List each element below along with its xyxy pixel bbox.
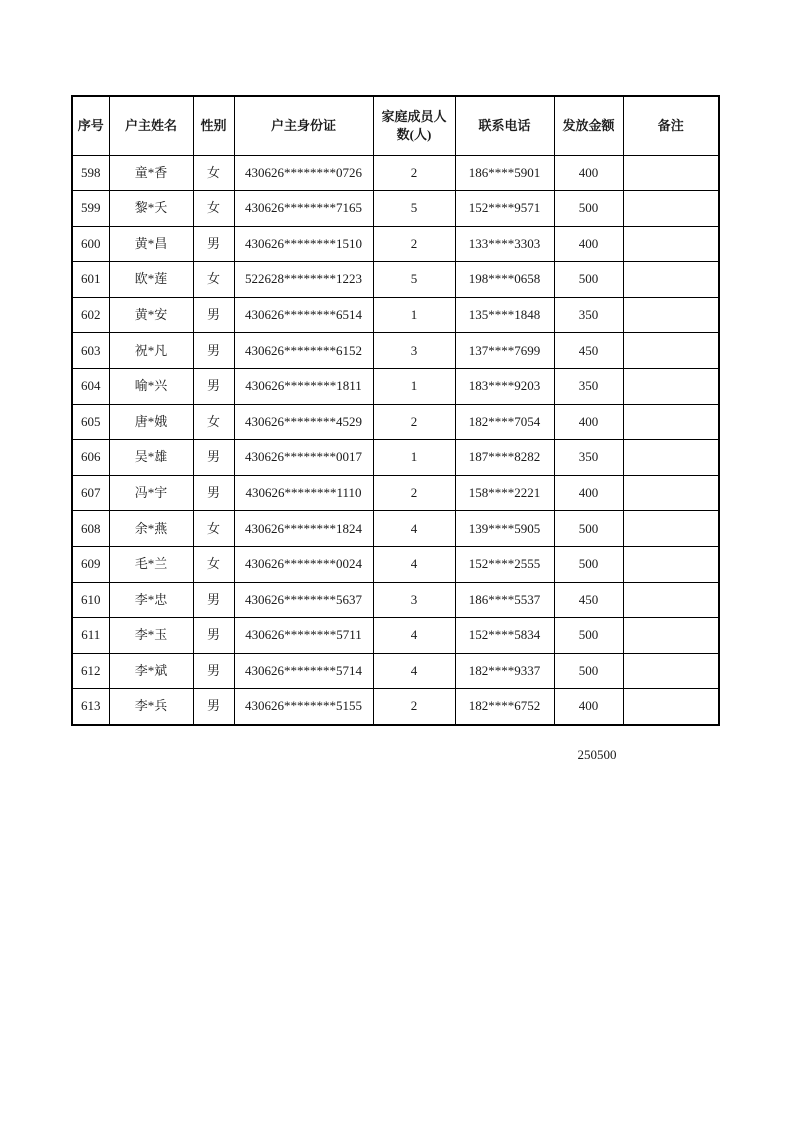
cell-remark (623, 689, 719, 725)
cell-remark (623, 262, 719, 298)
table-row (72, 511, 719, 547)
cell-phone: 186****5537 (455, 582, 554, 618)
cell-gender: 男 (193, 333, 234, 369)
table-row (72, 689, 719, 725)
cell-name: 童*香 (109, 155, 193, 191)
cell-members: 5 (373, 262, 455, 298)
cell-gender: 男 (193, 226, 234, 262)
cell-seq: 604 (72, 369, 109, 405)
cell-name: 吴*雄 (109, 440, 193, 476)
cell-name: 欧*莲 (109, 262, 193, 298)
cell-amount: 400 (554, 155, 623, 191)
cell-id_card: 430626********0017 (234, 440, 373, 476)
cell-name: 李*忠 (109, 582, 193, 618)
cell-amount: 400 (554, 226, 623, 262)
cell-seq: 609 (72, 547, 109, 583)
subsidy-table (71, 95, 720, 726)
column-header-name: 户主姓名 (109, 96, 193, 155)
table-row (72, 369, 719, 405)
cell-id_card: 522628********1223 (234, 262, 373, 298)
table-row (72, 475, 719, 511)
cell-members: 2 (373, 689, 455, 725)
cell-gender: 女 (193, 155, 234, 191)
cell-amount: 450 (554, 333, 623, 369)
cell-amount: 500 (554, 547, 623, 583)
cell-members: 4 (373, 511, 455, 547)
cell-members: 1 (373, 369, 455, 405)
cell-amount: 500 (554, 618, 623, 654)
cell-phone: 182****6752 (455, 689, 554, 725)
cell-gender: 男 (193, 618, 234, 654)
table-row (72, 262, 719, 298)
cell-name: 冯*宇 (109, 475, 193, 511)
cell-phone: 133****3303 (455, 226, 554, 262)
cell-amount: 400 (554, 689, 623, 725)
cell-amount: 500 (554, 191, 623, 227)
cell-remark (623, 618, 719, 654)
cell-seq: 608 (72, 511, 109, 547)
cell-seq: 600 (72, 226, 109, 262)
cell-seq: 601 (72, 262, 109, 298)
cell-phone: 186****5901 (455, 155, 554, 191)
cell-members: 1 (373, 440, 455, 476)
cell-seq: 603 (72, 333, 109, 369)
cell-members: 2 (373, 226, 455, 262)
cell-id_card: 430626********0024 (234, 547, 373, 583)
cell-phone: 139****5905 (455, 511, 554, 547)
cell-phone: 187****8282 (455, 440, 554, 476)
cell-seq: 610 (72, 582, 109, 618)
cell-remark (623, 297, 719, 333)
table-row (72, 297, 719, 333)
cell-id_card: 430626********5637 (234, 582, 373, 618)
cell-remark (623, 511, 719, 547)
cell-gender: 男 (193, 297, 234, 333)
cell-gender: 男 (193, 475, 234, 511)
cell-amount: 500 (554, 653, 623, 689)
cell-seq: 605 (72, 404, 109, 440)
cell-id_card: 430626********6152 (234, 333, 373, 369)
cell-gender: 女 (193, 262, 234, 298)
cell-members: 2 (373, 475, 455, 511)
cell-remark (623, 404, 719, 440)
table-row (72, 226, 719, 262)
table-body (72, 155, 719, 725)
column-header-idcard: 户主身份证 (234, 96, 373, 155)
cell-phone: 182****9337 (455, 653, 554, 689)
cell-amount: 450 (554, 582, 623, 618)
cell-id_card: 430626********1824 (234, 511, 373, 547)
cell-name: 毛*兰 (109, 547, 193, 583)
cell-id_card: 430626********7165 (234, 191, 373, 227)
cell-name: 李*玉 (109, 618, 193, 654)
cell-amount: 500 (554, 511, 623, 547)
table-row (72, 155, 719, 191)
cell-seq: 598 (72, 155, 109, 191)
column-header-amount: 发放金额 (554, 96, 623, 155)
cell-name: 黎*夭 (109, 191, 193, 227)
cell-gender: 女 (193, 404, 234, 440)
cell-id_card: 430626********5714 (234, 653, 373, 689)
cell-gender: 女 (193, 547, 234, 583)
cell-gender: 女 (193, 191, 234, 227)
cell-seq: 612 (72, 653, 109, 689)
table-row (72, 547, 719, 583)
cell-phone: 182****7054 (455, 404, 554, 440)
cell-seq: 602 (72, 297, 109, 333)
cell-gender: 男 (193, 653, 234, 689)
cell-remark (623, 582, 719, 618)
cell-remark (623, 333, 719, 369)
cell-id_card: 430626********4529 (234, 404, 373, 440)
cell-id_card: 430626********5711 (234, 618, 373, 654)
cell-phone: 152****9571 (455, 191, 554, 227)
cell-seq: 599 (72, 191, 109, 227)
cell-name: 黄*昌 (109, 226, 193, 262)
column-header-remark: 备注 (623, 96, 719, 155)
cell-remark (623, 226, 719, 262)
cell-members: 5 (373, 191, 455, 227)
table-row (72, 440, 719, 476)
cell-id_card: 430626********1510 (234, 226, 373, 262)
cell-amount: 350 (554, 369, 623, 405)
cell-name: 李*斌 (109, 653, 193, 689)
table-row (72, 333, 719, 369)
cell-phone: 152****5834 (455, 618, 554, 654)
table-row (72, 618, 719, 654)
cell-remark (623, 369, 719, 405)
column-header-phone: 联系电话 (455, 96, 554, 155)
cell-phone: 137****7699 (455, 333, 554, 369)
table-row (72, 582, 719, 618)
cell-members: 4 (373, 618, 455, 654)
column-header-members: 家庭成员人数(人) (373, 96, 455, 155)
table-row (72, 191, 719, 227)
column-header-seq: 序号 (72, 96, 109, 155)
column-header-gender: 性别 (193, 96, 234, 155)
cell-gender: 女 (193, 511, 234, 547)
total-amount: 250500 (577, 747, 617, 762)
cell-phone: 135****1848 (455, 297, 554, 333)
cell-gender: 男 (193, 689, 234, 725)
cell-members: 4 (373, 653, 455, 689)
cell-gender: 男 (193, 582, 234, 618)
cell-gender: 男 (193, 440, 234, 476)
cell-amount: 500 (554, 262, 623, 298)
cell-seq: 613 (72, 689, 109, 725)
table-header-row (72, 96, 719, 155)
cell-members: 3 (373, 333, 455, 369)
cell-name: 李*兵 (109, 689, 193, 725)
cell-name: 余*燕 (109, 511, 193, 547)
cell-id_card: 430626********5155 (234, 689, 373, 725)
cell-phone: 158****2221 (455, 475, 554, 511)
cell-members: 3 (373, 582, 455, 618)
cell-amount: 350 (554, 440, 623, 476)
cell-name: 喻*兴 (109, 369, 193, 405)
cell-seq: 611 (72, 618, 109, 654)
cell-remark (623, 547, 719, 583)
cell-id_card: 430626********6514 (234, 297, 373, 333)
cell-phone: 152****2555 (455, 547, 554, 583)
cell-gender: 男 (193, 369, 234, 405)
cell-members: 4 (373, 547, 455, 583)
cell-amount: 350 (554, 297, 623, 333)
cell-amount: 400 (554, 475, 623, 511)
cell-name: 祝*凡 (109, 333, 193, 369)
cell-seq: 607 (72, 475, 109, 511)
cell-phone: 198****0658 (455, 262, 554, 298)
cell-members: 2 (373, 404, 455, 440)
table-row (72, 653, 719, 689)
cell-id_card: 430626********0726 (234, 155, 373, 191)
cell-remark (623, 653, 719, 689)
cell-remark (623, 155, 719, 191)
cell-name: 唐*娥 (109, 404, 193, 440)
cell-seq: 606 (72, 440, 109, 476)
cell-phone: 183****9203 (455, 369, 554, 405)
cell-remark (623, 475, 719, 511)
cell-remark (623, 440, 719, 476)
cell-id_card: 430626********1811 (234, 369, 373, 405)
cell-name: 黄*安 (109, 297, 193, 333)
table-row (72, 404, 719, 440)
cell-members: 1 (373, 297, 455, 333)
cell-members: 2 (373, 155, 455, 191)
cell-amount: 400 (554, 404, 623, 440)
cell-remark (623, 191, 719, 227)
cell-id_card: 430626********1110 (234, 475, 373, 511)
